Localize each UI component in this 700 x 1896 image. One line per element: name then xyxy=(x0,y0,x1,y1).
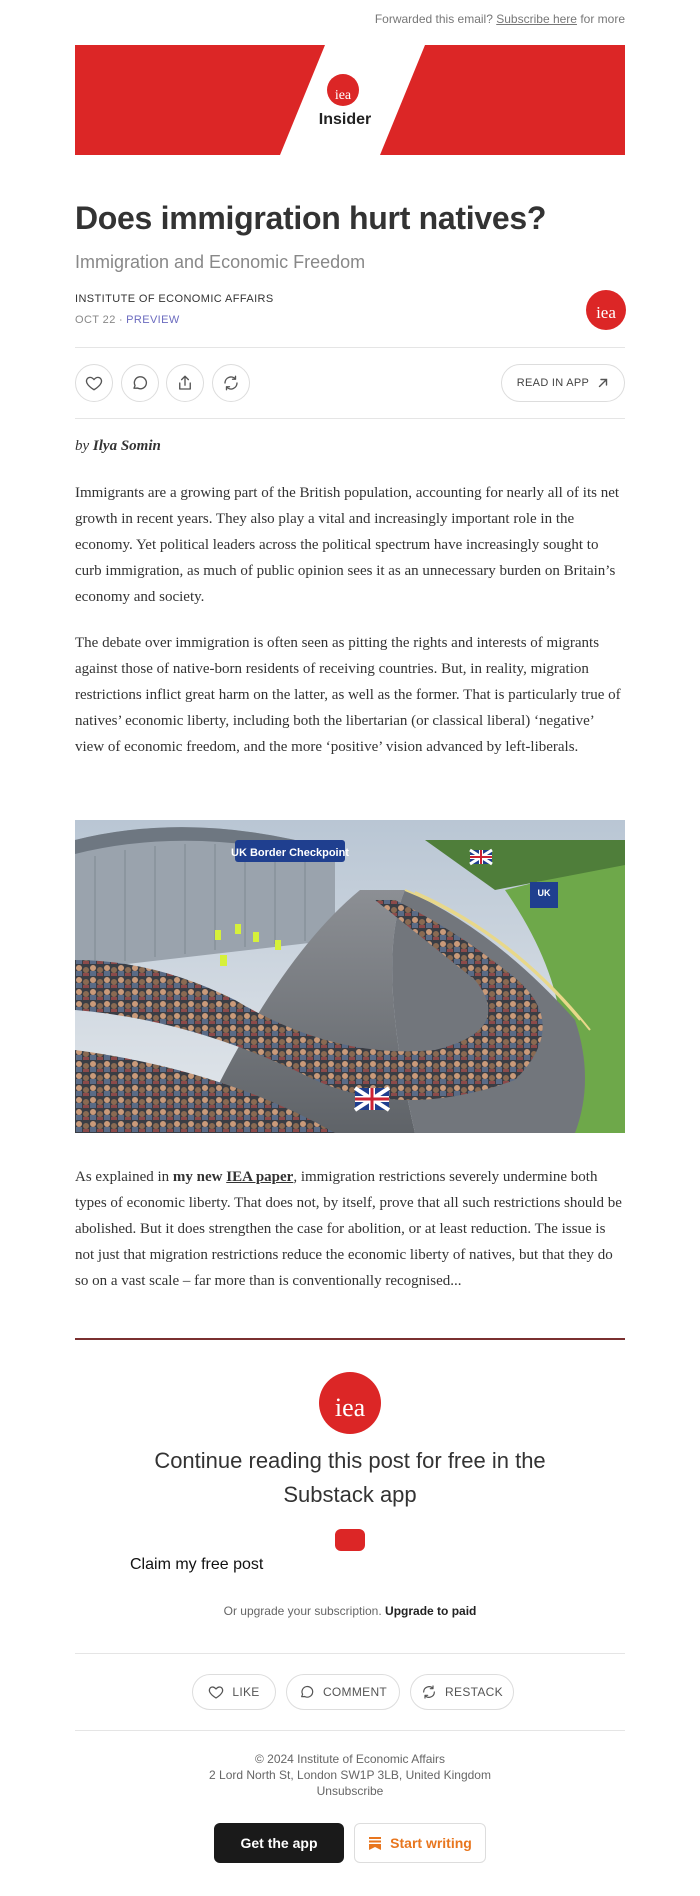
get-the-app-button[interactable]: Get the app xyxy=(214,1823,344,1863)
article-paragraph: Immigrants are a growing part of the British population, accounting for nearly all of its net growth in recent years. They also play a vital and increasingly important role in the economy. Yet political leaders across the political spectrum have increasingly sought to curb immigration, as much of public opinion sees it as an unnecessary burden on Britain’s economy and society. xyxy=(75,485,620,605)
start-writing-button[interactable] xyxy=(354,1823,486,1863)
post-date: OCT 22 xyxy=(75,314,116,326)
cta-logo-text: iea xyxy=(334,1393,366,1422)
article-paragraph: The debate over immigration is often seen as pitting the rights and interests of migrants against those of native-born residents of receiving countries. But, in reality, migration restrictions inflict great harm on the latter, as well as the former. That is particularly true of natives’ economic liberty, including both the libertarian (or classical liberal) ‘negative’ view of economic freedom, and the more ‘positive’ vision advanced by left-liberals. xyxy=(75,635,621,755)
publisher-name[interactable]: INSTITUTE OF ECONOMIC AFFAIRS xyxy=(75,293,274,305)
forwarded-notice xyxy=(375,12,625,26)
like-pill-button[interactable] xyxy=(192,1674,276,1710)
claim-button-badge[interactable] xyxy=(335,1529,365,1551)
heart-icon xyxy=(208,1684,224,1700)
publisher-avatar[interactable] xyxy=(586,290,626,330)
forwarded-suffix: for more xyxy=(580,12,625,26)
restack-pill-button[interactable] xyxy=(410,1674,514,1710)
divider xyxy=(75,1653,625,1654)
start-writing-label: Start writing xyxy=(390,1835,472,1851)
subscribe-link[interactable]: Subscribe here xyxy=(496,12,577,26)
post-title[interactable]: Does immigration hurt natives? xyxy=(75,200,547,236)
byline-by: by xyxy=(75,438,90,454)
post-subtitle: Immigration and Economic Freedom xyxy=(75,252,366,272)
divider xyxy=(75,347,625,348)
post-meta xyxy=(75,314,180,326)
meta-separator: ∙ xyxy=(119,314,123,326)
restack-icon xyxy=(421,1684,437,1700)
like-label: LIKE xyxy=(232,1685,260,1699)
upgrade-prefix: Or upgrade your subscription. xyxy=(223,1604,382,1618)
publisher-avatar-text: iea xyxy=(596,303,616,322)
road-sign-text: UK xyxy=(537,888,551,898)
substack-logo-icon xyxy=(368,1836,382,1850)
read-in-app-button[interactable] xyxy=(501,364,625,402)
forwarded-text: Forwarded this email? xyxy=(374,12,493,26)
paywall-divider xyxy=(75,1338,625,1340)
restack-icon xyxy=(222,374,240,392)
restack-button[interactable] xyxy=(212,364,250,402)
like-button[interactable] xyxy=(75,364,113,402)
comment-label: COMMENT xyxy=(322,1685,388,1699)
cta-publisher-logo xyxy=(319,1372,381,1434)
paragraph-text: As explained in xyxy=(75,1169,173,1185)
heart-icon xyxy=(85,374,103,392)
access-badge: PREVIEW xyxy=(126,314,180,326)
comment-pill-button[interactable] xyxy=(286,1674,400,1710)
arrow-up-right-icon xyxy=(597,377,609,389)
read-in-app-label: READ IN APP xyxy=(516,377,590,389)
comment-icon xyxy=(131,374,149,392)
footer-address: 2 Lord North St, London SW1P 3LB, United Kingdom xyxy=(209,1768,491,1782)
footer-copyright: © 2024 Institute of Economic Affairs xyxy=(254,1752,446,1766)
upgrade-notice xyxy=(75,1604,625,1618)
claim-free-post-link[interactable]: Claim my free post xyxy=(130,1556,264,1573)
comment-icon xyxy=(299,1684,315,1700)
comment-button[interactable] xyxy=(121,364,159,402)
divider xyxy=(75,418,625,419)
upgrade-link[interactable]: Upgrade to paid xyxy=(385,1604,477,1618)
paragraph-bold-text: my new xyxy=(172,1169,227,1185)
restack-label: RESTACK xyxy=(445,1685,503,1699)
banner-wordmark: Insider xyxy=(318,111,372,128)
cta-heading: Continue reading this post for free in the Substack app xyxy=(154,1448,546,1507)
building-sign-text: UK Border Checkpoint xyxy=(231,847,349,859)
union-flag-icon xyxy=(470,850,492,864)
banner-graphic xyxy=(75,45,625,155)
share-icon xyxy=(176,374,194,392)
banner-logo-text: iea xyxy=(334,88,352,103)
divider xyxy=(75,1730,625,1731)
author-name: Ilya Somin xyxy=(92,438,161,454)
share-button[interactable] xyxy=(166,364,204,402)
article-paragraph xyxy=(75,1164,625,1294)
paragraph-text: , immigration restrictions severely undermine both types of economic liberty. That does not, by itself, prove that all such restrictions should be abolished. But it does strengthen the case for abolition, or at least reduction. The issue is not just that migration restrictions reduce the economic liberty of natives, but that they do so on a vast scale – far more than is conventionally recognised... xyxy=(75,1169,622,1289)
iea-paper-link[interactable]: IEA paper xyxy=(226,1169,294,1185)
unsubscribe-link[interactable]: Unsubscribe xyxy=(316,1784,384,1798)
header-banner xyxy=(75,45,625,155)
byline xyxy=(75,438,161,455)
border-queue-illustration xyxy=(75,820,625,1133)
article-image[interactable] xyxy=(75,820,625,1133)
